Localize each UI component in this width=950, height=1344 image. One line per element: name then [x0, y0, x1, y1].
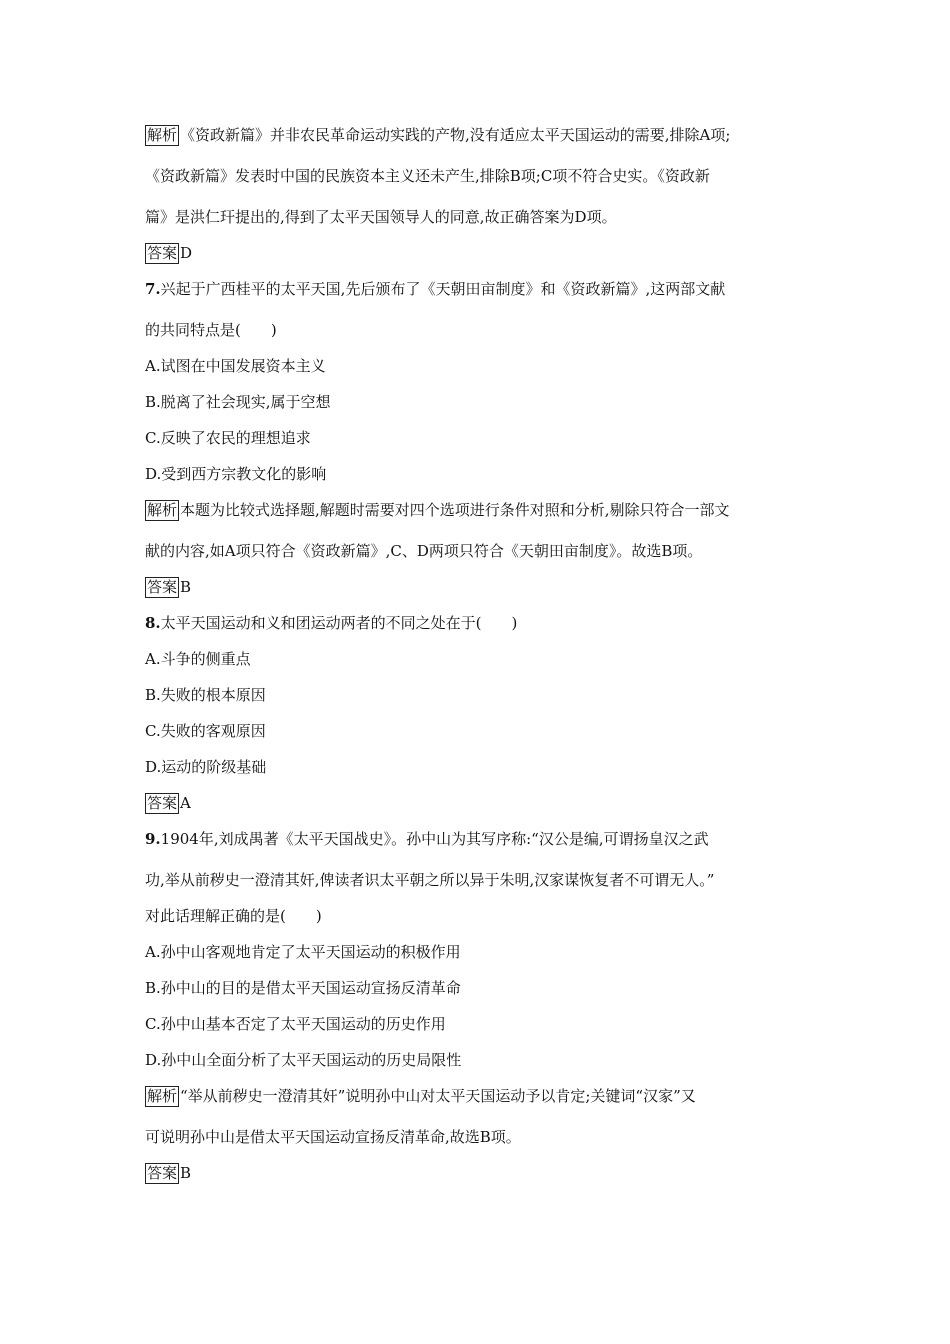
q6-answer-line [145, 242, 825, 265]
q7-stem-line-2: 的共同特点是( ) [145, 321, 277, 339]
q9-stem-text-1: 1904年,刘成禺著《太平天国战史》。孙中山为其写序称:“汉公是编,可谓扬皇汉之武 [160, 830, 709, 848]
q6-analysis-line-3: 篇》是洪仁玕提出的,得到了太平天国领导人的同意,故正确答案为D项。 [145, 208, 617, 226]
q9-analysis-line-1 [145, 1085, 825, 1108]
q8-answer: A [180, 794, 191, 812]
q7-option-d: D.受到西方宗教文化的影响 [145, 465, 327, 483]
q7-stem-line-1 [145, 278, 825, 301]
answer-tag: 答案 [147, 578, 178, 596]
q6-analysis-text-1: 《资政新篇》并非农民革命运动实践的产物,没有适应太平天国运动的需要,排除A项; [180, 126, 731, 144]
q9-analysis-text-1: “举从前秽史一澄清其奸”说明孙中山对太平天国运动予以肯定;关键词“汉家”又 [180, 1087, 696, 1105]
analysis-tag: 解析 [147, 1087, 178, 1105]
answer-tag: 答案 [147, 244, 178, 262]
q9-answer: B [180, 1164, 192, 1182]
q9-stem-line-2: 功,举从前秽史一澄清其奸,俾读者识太平朝之所以异于朱明,汉家谋恢复者不可谓无人。” [145, 871, 715, 889]
q7-answer-line [145, 576, 825, 599]
q6-analysis-line-2: 《资政新篇》发表时中国的民族资本主义还未产生,排除B项;C项不符合史实。《资政新 [145, 167, 710, 185]
answer-tag: 答案 [147, 1164, 178, 1182]
answer-tag: 答案 [147, 794, 178, 812]
q7-analysis-text-1: 本题为比较式选择题,解题时需要对四个选项进行条件对照和分析,剔除只符合一部文 [180, 501, 730, 519]
document-content [145, 124, 825, 1198]
q6-answer: D [180, 244, 193, 262]
q9-answer-line [145, 1162, 825, 1185]
q7-option-c: C.反映了农民的理想追求 [145, 429, 311, 447]
q7-answer: B [180, 578, 192, 596]
q9-option-d: D.孙中山全面分析了太平天国运动的历史局限性 [145, 1051, 462, 1069]
q9-number: 9. [145, 830, 161, 848]
q7-analysis-line-1 [145, 499, 825, 522]
q8-option-a: A.斗争的侧重点 [145, 650, 251, 668]
q7-option-a: A.试图在中国发展资本主义 [145, 357, 326, 375]
q7-analysis-line-2: 献的内容,如A项只符合《资政新篇》,C、D两项只符合《天朝田亩制度》。故选B项。 [145, 542, 703, 560]
q8-option-d: D.运动的阶级基础 [145, 758, 267, 776]
q8-answer-line [145, 792, 825, 815]
q9-stem-line-1 [145, 828, 825, 851]
q7-number: 7. [145, 280, 161, 298]
q6-analysis-line-1 [145, 124, 825, 147]
q9-stem-line-3: 对此话理解正确的是( ) [145, 907, 322, 925]
q9-analysis-line-2: 可说明孙中山是借太平天国运动宣扬反清革命,故选B项。 [145, 1128, 521, 1146]
q7-stem-text-1: 兴起于广西桂平的太平天国,先后颁布了《天朝田亩制度》和《资政新篇》,这两部文献 [160, 280, 726, 298]
q9-option-a: A.孙中山客观地肯定了太平天国运动的积极作用 [145, 943, 461, 961]
q7-option-b: B.脱离了社会现实,属于空想 [145, 393, 331, 411]
q9-option-c: C.孙中山基本否定了太平天国运动的历史作用 [145, 1015, 446, 1033]
q9-option-b: B.孙中山的目的是借太平天国运动宣扬反清革命 [145, 979, 461, 997]
analysis-tag: 解析 [147, 501, 178, 519]
q8-number: 8. [145, 614, 161, 632]
q8-option-b: B.失败的根本原因 [145, 686, 266, 704]
analysis-tag: 解析 [147, 126, 178, 144]
q8-option-c: C.失败的客观原因 [145, 722, 266, 740]
q8-stem-text-1: 太平天国运动和义和团运动两者的不同之处在于( ) [160, 614, 518, 632]
q8-stem-line-1 [145, 612, 825, 635]
